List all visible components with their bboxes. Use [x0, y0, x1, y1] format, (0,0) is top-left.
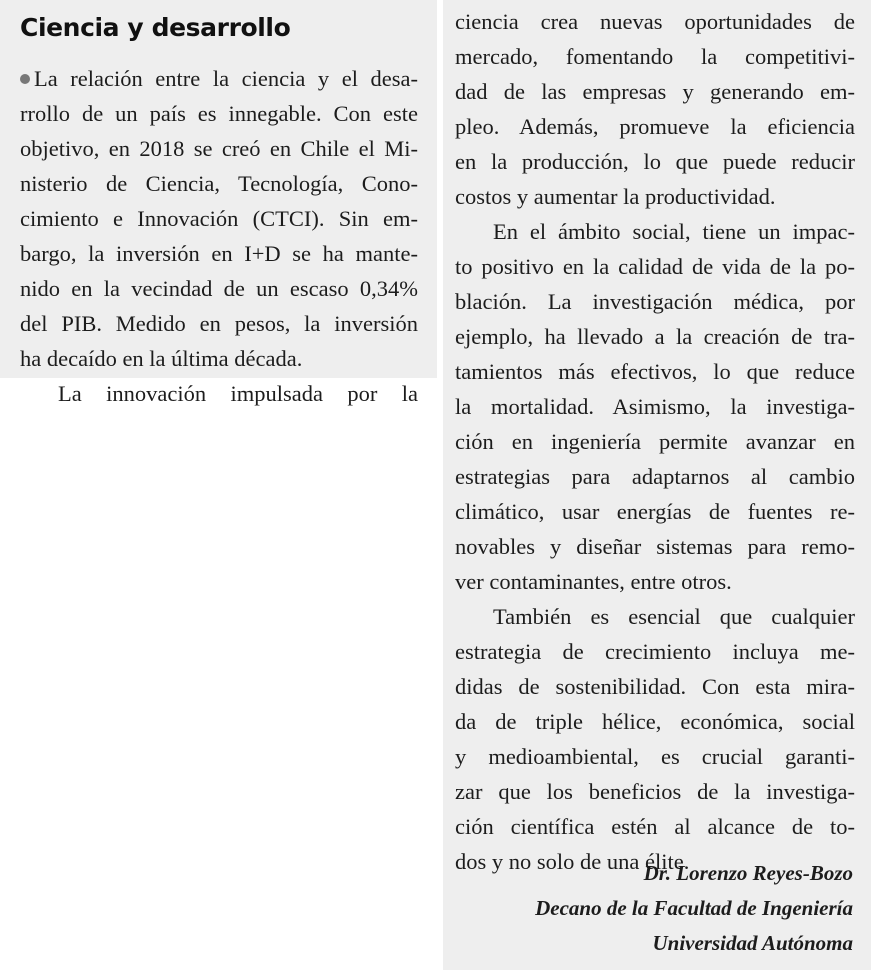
text-line: zar que los beneficios de la investiga-	[455, 779, 855, 804]
text-line: objetivo, en 2018 se creó en Chile el Mi-	[20, 136, 418, 161]
text-line: novables y diseñar sistemas para remo-	[455, 534, 855, 559]
text-line: estrategia de crecimiento incluya me-	[455, 639, 855, 664]
text-line: dos y no solo de una élite.	[455, 849, 690, 874]
text-line: bargo, la inversión en I+D se ha mante-	[20, 241, 418, 266]
text-line: La relación entre la ciencia y el desa-	[20, 61, 418, 96]
text-line: blación. La investigación médica, por	[455, 289, 855, 314]
text-line: pleo. Además, promueve la eficiencia	[455, 114, 855, 139]
author-institution: Universidad Autónoma	[652, 931, 853, 955]
text-line: climático, usar energías de fuentes re-	[455, 499, 855, 524]
text-line: rrollo de un país es innegable. Con este	[20, 101, 418, 126]
bullet-icon	[20, 74, 30, 84]
text-line: nisterio de Ciencia, Tecnología, Cono-	[20, 171, 418, 196]
text-line: costos y aumentar la productividad.	[455, 184, 776, 209]
text-line: estrategias para adaptarnos al cambio	[455, 464, 855, 489]
right-text-column	[455, 4, 855, 879]
text-line: nido en la vecindad de un escaso 0,34%	[20, 276, 418, 301]
text-line: ciencia crea nuevas oportunidades de	[455, 9, 855, 34]
text-line: del PIB. Medido en pesos, la inversión	[20, 311, 418, 336]
text-line: ción científica estén al alcance de to-	[455, 814, 855, 839]
text-line: ejemplo, ha llevado a la creación de tra-	[455, 324, 855, 349]
text-line: la mortalidad. Asimismo, la investiga-	[455, 394, 855, 419]
author-signature	[535, 856, 853, 961]
left-text-column	[20, 61, 418, 411]
text-line: La innovación impulsada por la	[58, 381, 418, 406]
text-line: También es esencial que cualquier	[493, 604, 855, 629]
author-role: Decano de la Facultad de Ingeniería	[535, 896, 853, 920]
text-line: to positivo en la calidad de vida de la po-	[455, 254, 855, 279]
text-line: didas de sostenibilidad. Con esta mira-	[455, 674, 855, 699]
text-line: y medioambiental, es crucial garanti-	[455, 744, 855, 769]
text-line: en la producción, lo que puede reducir	[455, 149, 855, 174]
text-line: da de triple hélice, económica, social	[455, 709, 855, 734]
text-line: ción en ingeniería permite avanzar en	[455, 429, 855, 454]
text-line: tamientos más efectivos, lo que reduce	[455, 359, 855, 384]
text-line: dad de las empresas y generando em-	[455, 79, 855, 104]
text-line: cimiento e Innovación (CTCI). Sin em-	[20, 206, 418, 231]
text-line: ver contaminantes, entre otros.	[455, 569, 732, 594]
text-line: mercado, fomentando la competitivi-	[455, 44, 855, 69]
text-line: ha decaído en la última década.	[20, 346, 303, 371]
author-name: Dr. Lorenzo Reyes-Bozo	[643, 861, 853, 885]
article-headline: Ciencia y desarrollo	[20, 13, 291, 42]
text-line: En el ámbito social, tiene un impac-	[493, 219, 855, 244]
